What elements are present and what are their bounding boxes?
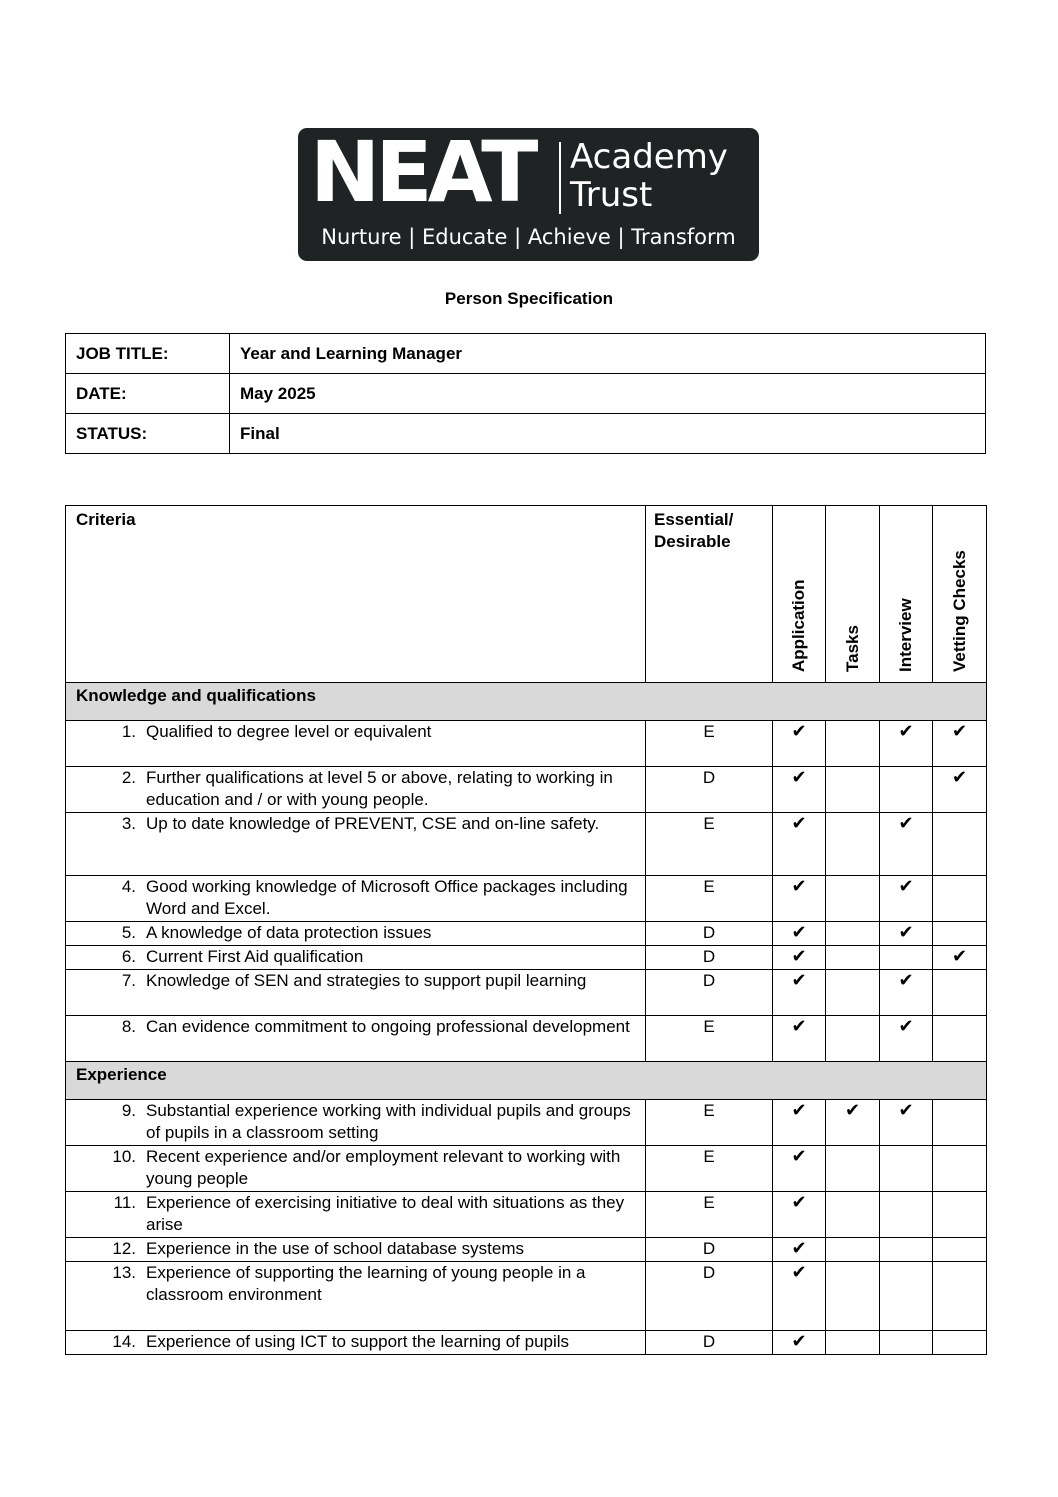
criterion-cell — [66, 946, 646, 970]
neat-academy-trust-logo — [298, 123, 759, 261]
check-icon: ✔ — [880, 970, 933, 1016]
job-title-value: Year and Learning Manager — [230, 334, 986, 374]
criterion-text: Up to date knowledge of PREVENT, CSE and on-line safety. — [146, 814, 600, 833]
criterion-text: Experience of exercising initiative to deal with situations as they arise — [146, 1193, 625, 1234]
criterion-number: 10. — [112, 1147, 136, 1166]
logo-brand: NEAT — [310, 123, 534, 221]
check-icon: ✔ — [773, 1146, 826, 1192]
empty-cell — [933, 1238, 987, 1262]
essential-desirable-cell: D — [646, 946, 773, 970]
empty-cell — [933, 1331, 987, 1355]
check-icon: ✔ — [773, 1262, 826, 1331]
criteria-row — [66, 1262, 987, 1331]
essential-desirable-cell: D — [646, 970, 773, 1016]
criterion-text: Experience in the use of school database systems — [146, 1239, 524, 1258]
essential-desirable-cell: D — [646, 767, 773, 813]
check-icon: ✔ — [773, 813, 826, 876]
criterion-number: 5. — [121, 923, 136, 942]
criterion-number: 3. — [121, 814, 136, 833]
criteria-row — [66, 1238, 987, 1262]
job-title-row — [66, 334, 986, 374]
criteria-row — [66, 767, 987, 813]
empty-cell — [880, 767, 933, 813]
empty-cell — [933, 1262, 987, 1331]
empty-cell — [933, 922, 987, 946]
header-tasks — [826, 506, 880, 683]
empty-cell — [826, 1331, 880, 1355]
check-icon: ✔ — [773, 946, 826, 970]
status-value: Final — [230, 414, 986, 454]
date-value: May 2025 — [230, 374, 986, 414]
criterion-cell — [66, 922, 646, 946]
header-interview-label: Interview — [896, 598, 915, 672]
empty-cell — [933, 876, 987, 922]
check-icon: ✔ — [773, 767, 826, 813]
check-icon: ✔ — [880, 1100, 933, 1146]
check-icon: ✔ — [773, 1100, 826, 1146]
criterion-text: A knowledge of data protection issues — [146, 923, 432, 942]
criteria-row — [66, 1100, 987, 1146]
empty-cell — [826, 1016, 880, 1062]
criterion-number: 1. — [121, 722, 136, 741]
section-title: Experience — [66, 1062, 987, 1100]
essential-desirable-cell: E — [646, 1016, 773, 1062]
criteria-row — [66, 1331, 987, 1355]
criterion-text: Further qualifications at level 5 or above, relating to working in education and / or with young people. — [146, 768, 613, 809]
criteria-row — [66, 1016, 987, 1062]
criteria-row — [66, 721, 987, 767]
page-title: Person Specification — [444, 289, 614, 308]
empty-cell — [880, 946, 933, 970]
criterion-text: Substantial experience working with individual pupils and groups of pupils in a classroom setting — [146, 1101, 631, 1142]
empty-cell — [933, 970, 987, 1016]
section-title: Knowledge and qualifications — [66, 683, 987, 721]
criteria-table — [65, 505, 987, 1355]
essential-desirable-cell: E — [646, 1146, 773, 1192]
essential-desirable-cell: D — [646, 1331, 773, 1355]
check-icon: ✔ — [933, 721, 987, 767]
empty-cell — [826, 767, 880, 813]
check-icon: ✔ — [773, 1192, 826, 1238]
essential-desirable-cell: E — [646, 876, 773, 922]
criterion-cell — [66, 970, 646, 1016]
essential-desirable-cell: E — [646, 813, 773, 876]
empty-cell — [826, 721, 880, 767]
criterion-cell — [66, 1331, 646, 1355]
empty-cell — [826, 1262, 880, 1331]
criterion-number: 6. — [121, 947, 136, 966]
empty-cell — [880, 1262, 933, 1331]
empty-cell — [826, 922, 880, 946]
header-vetting-label: Vetting Checks — [949, 550, 969, 672]
job-title-label: JOB TITLE: — [66, 334, 230, 374]
criterion-text: Experience of supporting the learning of young people in a classroom environment — [146, 1263, 586, 1304]
logo-line-2: Trust — [570, 175, 653, 215]
check-icon: ✔ — [933, 946, 987, 970]
criterion-text: Recent experience and/or employment relevant to working with young people — [146, 1147, 621, 1188]
header-criteria: Criteria — [66, 506, 646, 683]
criterion-number: 11. — [113, 1193, 136, 1212]
header-essential-desirable: Essential/ Desirable — [646, 506, 773, 683]
logo-line-1: Academy — [570, 137, 728, 177]
criterion-number: 14. — [112, 1332, 136, 1351]
date-label: DATE: — [66, 374, 230, 414]
logo-divider — [559, 142, 561, 214]
criterion-text: Qualified to degree level or equivalent — [146, 722, 432, 741]
empty-cell — [880, 1192, 933, 1238]
criteria-row — [66, 813, 987, 876]
status-label: STATUS: — [66, 414, 230, 454]
criterion-number: 13. — [112, 1263, 136, 1282]
essential-desirable-cell: D — [646, 1238, 773, 1262]
check-icon: ✔ — [773, 970, 826, 1016]
criteria-row — [66, 1146, 987, 1192]
empty-cell — [826, 813, 880, 876]
empty-cell — [933, 1146, 987, 1192]
check-icon: ✔ — [880, 1016, 933, 1062]
essential-desirable-cell: E — [646, 1192, 773, 1238]
essential-desirable-cell: E — [646, 721, 773, 767]
criterion-number: 8. — [121, 1017, 136, 1036]
criterion-text: Can evidence commitment to ongoing professional development — [146, 1017, 630, 1036]
empty-cell — [826, 876, 880, 922]
check-icon: ✔ — [773, 1238, 826, 1262]
criterion-cell — [66, 1100, 646, 1146]
criteria-table-body — [66, 683, 987, 1355]
check-icon: ✔ — [880, 876, 933, 922]
empty-cell — [826, 1146, 880, 1192]
criteria-row — [66, 922, 987, 946]
empty-cell — [880, 1331, 933, 1355]
status-row — [66, 414, 986, 454]
empty-cell — [933, 813, 987, 876]
criterion-text: Good working knowledge of Microsoft Office packages including Word and Excel. — [146, 877, 628, 918]
criterion-cell — [66, 1262, 646, 1331]
date-row — [66, 374, 986, 414]
check-icon: ✔ — [773, 876, 826, 922]
check-icon: ✔ — [773, 922, 826, 946]
criteria-row — [66, 1192, 987, 1238]
criteria-row — [66, 876, 987, 922]
criterion-cell — [66, 1146, 646, 1192]
empty-cell — [880, 1146, 933, 1192]
check-icon: ✔ — [773, 721, 826, 767]
criterion-number: 9. — [121, 1101, 136, 1120]
header-vetting — [933, 506, 987, 683]
header-tasks-label: Tasks — [842, 625, 862, 672]
criterion-number: 12. — [112, 1239, 136, 1258]
criteria-row — [66, 946, 987, 970]
header-application-label: Application — [789, 579, 808, 672]
criterion-text: Knowledge of SEN and strategies to support pupil learning — [146, 971, 587, 990]
empty-cell — [933, 1100, 987, 1146]
essential-desirable-cell: D — [646, 922, 773, 946]
section-header-row — [66, 1062, 987, 1100]
criterion-cell — [66, 767, 646, 813]
criterion-number: 7. — [121, 971, 136, 990]
empty-cell — [933, 1192, 987, 1238]
empty-cell — [826, 1238, 880, 1262]
criteria-row — [66, 970, 987, 1016]
empty-cell — [826, 946, 880, 970]
check-icon: ✔ — [826, 1100, 880, 1146]
logo-tagline: Nurture | Educate | Achieve | Transform — [321, 225, 736, 249]
criterion-text: Current First Aid qualification — [146, 947, 364, 966]
criterion-cell — [66, 721, 646, 767]
header-application — [773, 506, 826, 683]
empty-cell — [880, 1238, 933, 1262]
check-icon: ✔ — [933, 767, 987, 813]
essential-desirable-cell: D — [646, 1262, 773, 1331]
criterion-number: 4. — [121, 877, 136, 896]
criterion-text: Experience of using ICT to support the learning of pupils — [146, 1332, 570, 1351]
check-icon: ✔ — [880, 922, 933, 946]
criterion-cell — [66, 876, 646, 922]
essential-desirable-cell: E — [646, 1100, 773, 1146]
criterion-cell — [66, 1192, 646, 1238]
check-icon: ✔ — [773, 1016, 826, 1062]
check-icon: ✔ — [773, 1331, 826, 1355]
job-info-table — [65, 333, 986, 454]
check-icon: ✔ — [880, 813, 933, 876]
criterion-cell — [66, 813, 646, 876]
check-icon: ✔ — [880, 721, 933, 767]
criterion-cell — [66, 1238, 646, 1262]
criterion-cell — [66, 1016, 646, 1062]
header-interview — [880, 506, 933, 683]
empty-cell — [826, 970, 880, 1016]
empty-cell — [933, 1016, 987, 1062]
criteria-header-row — [66, 506, 987, 683]
criterion-number: 2. — [121, 768, 136, 787]
section-header-row — [66, 683, 987, 721]
empty-cell — [826, 1192, 880, 1238]
